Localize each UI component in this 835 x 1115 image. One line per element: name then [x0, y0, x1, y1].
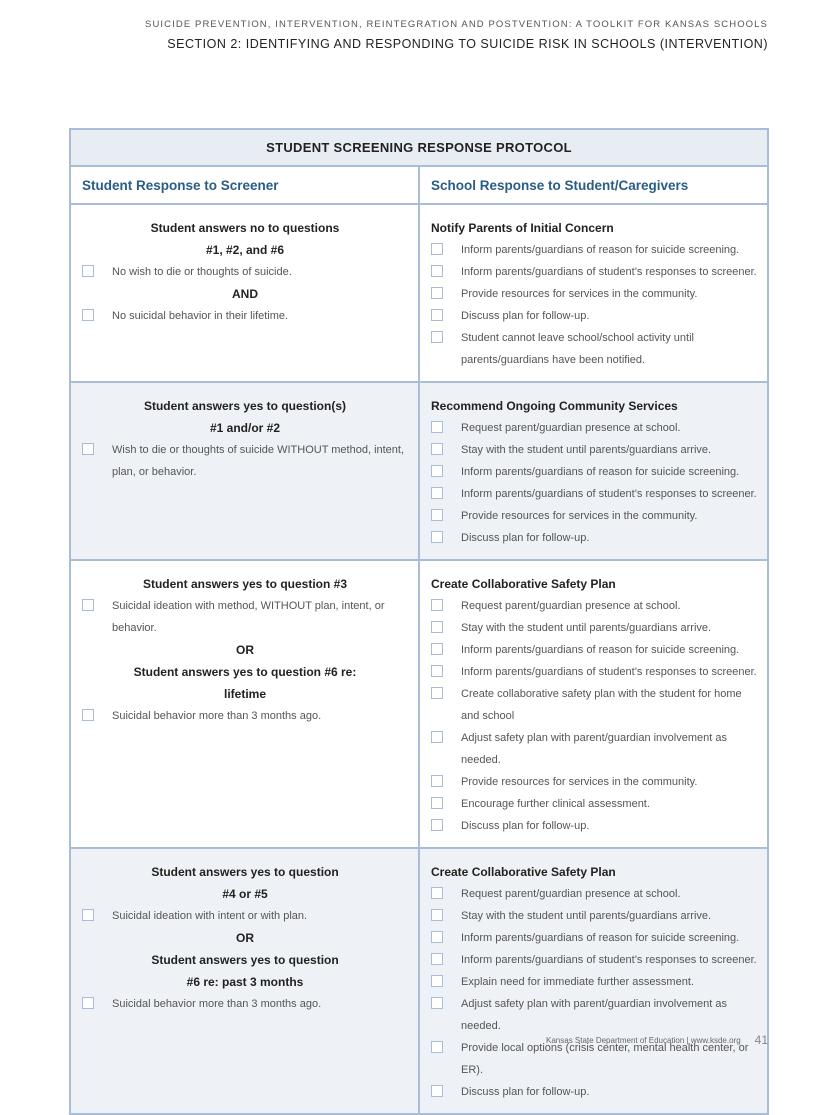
- student-response-cell: [70, 560, 419, 848]
- column-header-school-response: School Response to Student/Caregivers: [419, 166, 768, 204]
- document-header-title: SUICIDE PREVENTION, INTERVENTION, REINTEGRATION AND POSTVENTION: A TOOLKIT FOR KANSAS SCHOOLS: [145, 19, 768, 30]
- checkbox[interactable]: [431, 443, 443, 455]
- checklist-item-label: Suicidal behavior more than 3 months ago.: [112, 998, 322, 1010]
- checklist-item-label: Inform parents/guardians of student’s responses to screener.: [461, 266, 757, 278]
- checklist-item-label: Adjust safety plan with parent/guardian involvement as needed.: [461, 998, 727, 1032]
- checkbox[interactable]: [431, 265, 443, 277]
- checklist-item-label: Encourage further clinical assessment.: [461, 798, 650, 810]
- checklist-item: [431, 1081, 759, 1103]
- checklist-item-label: Provide resources for services in the community.: [461, 776, 698, 788]
- checklist-item: [431, 993, 759, 1037]
- checklist-item: [82, 305, 408, 327]
- condition-heading: Student answers no to questions: [150, 221, 340, 235]
- checklist-item-label: Suicidal ideation with method, WITHOUT plan, intent, or behavior.: [112, 600, 385, 634]
- checklist-item-label: Provide resources for services in the community.: [461, 288, 698, 300]
- condition-heading: #1, #2, and #6: [205, 243, 285, 257]
- checkbox[interactable]: [431, 687, 443, 699]
- checklist-item: [431, 793, 759, 815]
- table-row: [70, 382, 768, 560]
- checkbox[interactable]: [431, 819, 443, 831]
- table-row: [70, 204, 768, 382]
- condition-heading: #4 or #5: [222, 887, 268, 901]
- checklist-item-label: Request parent/guardian presence at school.: [461, 422, 681, 434]
- checklist-item: [431, 239, 759, 261]
- checklist-item: [431, 283, 759, 305]
- checkbox[interactable]: [82, 599, 94, 611]
- separator-label: AND: [232, 287, 258, 301]
- checkbox[interactable]: [82, 909, 94, 921]
- checklist-item: [431, 905, 759, 927]
- checkbox[interactable]: [431, 509, 443, 521]
- checklist-item: [431, 771, 759, 793]
- checkbox[interactable]: [431, 909, 443, 921]
- condition-heading: #1 and/or #2: [209, 421, 281, 435]
- checklist-item: [431, 815, 759, 837]
- condition-heading: Student answers yes to question: [151, 953, 339, 967]
- checkbox[interactable]: [431, 731, 443, 743]
- checkbox[interactable]: [431, 309, 443, 321]
- checkbox[interactable]: [82, 443, 94, 455]
- checklist-item: [82, 261, 408, 283]
- checklist-item-label: Provide resources for services in the community.: [461, 510, 698, 522]
- checklist-item-label: Inform parents/guardians of student’s responses to screener.: [461, 954, 757, 966]
- checklist-item-label: Student cannot leave school/school activity until parents/guardians have been notified.: [461, 332, 694, 366]
- checklist-item: [431, 727, 759, 771]
- checklist-item-label: Discuss plan for follow-up.: [461, 532, 590, 544]
- condition-heading: Student answers yes to question: [151, 865, 339, 879]
- checkbox[interactable]: [431, 287, 443, 299]
- section-header: SECTION 2: IDENTIFYING AND RESPONDING TO SUICIDE RISK IN SCHOOLS (INTERVENTION): [167, 37, 768, 51]
- checklist-item: [431, 595, 759, 617]
- checklist-item: [431, 639, 759, 661]
- checklist-item: [431, 305, 759, 327]
- screening-protocol-table: [69, 128, 769, 1115]
- checklist-item-label: Discuss plan for follow-up.: [461, 1086, 590, 1098]
- column-header-student-response: Student Response to Screener: [70, 166, 419, 204]
- checklist-item-label: Inform parents/guardians of student’s responses to screener.: [461, 488, 757, 500]
- checklist-item: [431, 417, 759, 439]
- checklist-item-label: No suicidal behavior in their lifetime.: [112, 310, 289, 322]
- checkbox[interactable]: [431, 887, 443, 899]
- checklist-item-label: Explain need for immediate further assessment.: [461, 976, 694, 988]
- checklist-item: [431, 439, 759, 461]
- checkbox[interactable]: [82, 265, 94, 277]
- checklist-item: [431, 527, 759, 549]
- checklist-item-label: Request parent/guardian presence at school.: [461, 600, 681, 612]
- checkbox[interactable]: [431, 621, 443, 633]
- checklist-item: [431, 261, 759, 283]
- checklist-item: [82, 595, 408, 639]
- condition-heading: lifetime: [223, 687, 266, 701]
- checklist-item-label: Stay with the student until parents/guardians arrive.: [461, 444, 712, 456]
- checkbox[interactable]: [431, 975, 443, 987]
- checkbox[interactable]: [431, 931, 443, 943]
- checklist-item-label: Wish to die or thoughts of suicide WITHOUT method, intent, plan, or behavior.: [112, 444, 405, 478]
- checkbox[interactable]: [431, 531, 443, 543]
- checkbox[interactable]: [431, 953, 443, 965]
- checkbox[interactable]: [431, 1041, 443, 1053]
- table-title: STUDENT SCREENING RESPONSE PROTOCOL: [70, 129, 768, 166]
- checkbox[interactable]: [431, 1085, 443, 1097]
- response-heading: Create Collaborative Safety Plan: [431, 865, 616, 879]
- checklist-item: [431, 661, 759, 683]
- checkbox[interactable]: [431, 797, 443, 809]
- checklist-item-label: Suicidal behavior more than 3 months ago.: [112, 710, 322, 722]
- checklist-item-label: Request parent/guardian presence at school.: [461, 888, 681, 900]
- checkbox[interactable]: [82, 309, 94, 321]
- checkbox[interactable]: [431, 243, 443, 255]
- checkbox[interactable]: [431, 421, 443, 433]
- checklist-item: [431, 927, 759, 949]
- checklist-item: [431, 883, 759, 905]
- checkbox[interactable]: [431, 487, 443, 499]
- checkbox[interactable]: [431, 775, 443, 787]
- checklist-item-label: Suicidal ideation with intent or with plan.: [112, 910, 308, 922]
- checkbox[interactable]: [431, 331, 443, 343]
- table-row: [70, 560, 768, 848]
- checklist-item-label: Create collaborative safety plan with the student for home and school: [461, 688, 742, 722]
- school-response-cell: [419, 848, 768, 1114]
- response-heading: Notify Parents of Initial Concern: [431, 221, 614, 235]
- checklist-item: [431, 327, 759, 371]
- response-heading: Create Collaborative Safety Plan: [431, 577, 616, 591]
- checklist-item: [431, 505, 759, 527]
- checklist-item-label: Inform parents/guardians of reason for suicide screening.: [461, 466, 740, 478]
- condition-heading: #6 re: past 3 months: [186, 975, 304, 989]
- student-response-cell: [70, 382, 419, 560]
- checklist-item: [431, 483, 759, 505]
- page-footer: [546, 1033, 768, 1047]
- checklist-item-label: Inform parents/guardians of student’s responses to screener.: [461, 666, 757, 678]
- condition-heading: Student answers yes to question #3: [142, 577, 348, 591]
- checklist-item: [82, 439, 408, 483]
- checklist-item: [82, 905, 408, 927]
- checklist-item: [431, 617, 759, 639]
- checklist-item-label: Inform parents/guardians of reason for suicide screening.: [461, 932, 740, 944]
- checklist-item-label: No wish to die or thoughts of suicide.: [112, 266, 292, 278]
- checklist-item-label: Discuss plan for follow-up.: [461, 310, 590, 322]
- checklist-item-label: Stay with the student until parents/guardians arrive.: [461, 622, 712, 634]
- separator-label: OR: [236, 931, 254, 945]
- checklist-item-label: Inform parents/guardians of reason for suicide screening.: [461, 244, 740, 256]
- checkbox[interactable]: [431, 665, 443, 677]
- checklist-item-label: Discuss plan for follow-up.: [461, 820, 590, 832]
- student-response-cell: [70, 848, 419, 1114]
- school-response-cell: [419, 560, 768, 848]
- checklist-item-label: Inform parents/guardians of reason for suicide screening.: [461, 644, 740, 656]
- checkbox[interactable]: [431, 465, 443, 477]
- checklist-item: [431, 971, 759, 993]
- checkbox[interactable]: [431, 643, 443, 655]
- checklist-item-label: Provide local options (crisis center, mental health center, or ER).: [461, 1042, 749, 1076]
- checklist-item: [431, 461, 759, 483]
- checklist-item: [82, 705, 408, 727]
- checkbox[interactable]: [431, 997, 443, 1009]
- checklist-item: [431, 949, 759, 971]
- response-heading: Recommend Ongoing Community Services: [431, 399, 678, 413]
- condition-heading: Student answers yes to question #6 re:: [133, 665, 357, 679]
- checklist-item: [431, 683, 759, 727]
- checklist-item-label: Adjust safety plan with parent/guardian involvement as needed.: [461, 732, 727, 766]
- checkbox[interactable]: [82, 709, 94, 721]
- page-number: 41: [754, 1033, 768, 1047]
- school-response-cell: [419, 204, 768, 382]
- checklist-item-label: Stay with the student until parents/guardians arrive.: [461, 910, 712, 922]
- checkbox[interactable]: [82, 997, 94, 1009]
- condition-heading: Student answers yes to question(s): [143, 399, 347, 413]
- checkbox[interactable]: [431, 599, 443, 611]
- footer-source: Kansas State Department of Education | www.ksde.org: [546, 1035, 741, 1045]
- table-row: [70, 848, 768, 1114]
- checklist-item: [82, 993, 408, 1015]
- school-response-cell: [419, 382, 768, 560]
- student-response-cell: [70, 204, 419, 382]
- separator-label: OR: [236, 643, 254, 657]
